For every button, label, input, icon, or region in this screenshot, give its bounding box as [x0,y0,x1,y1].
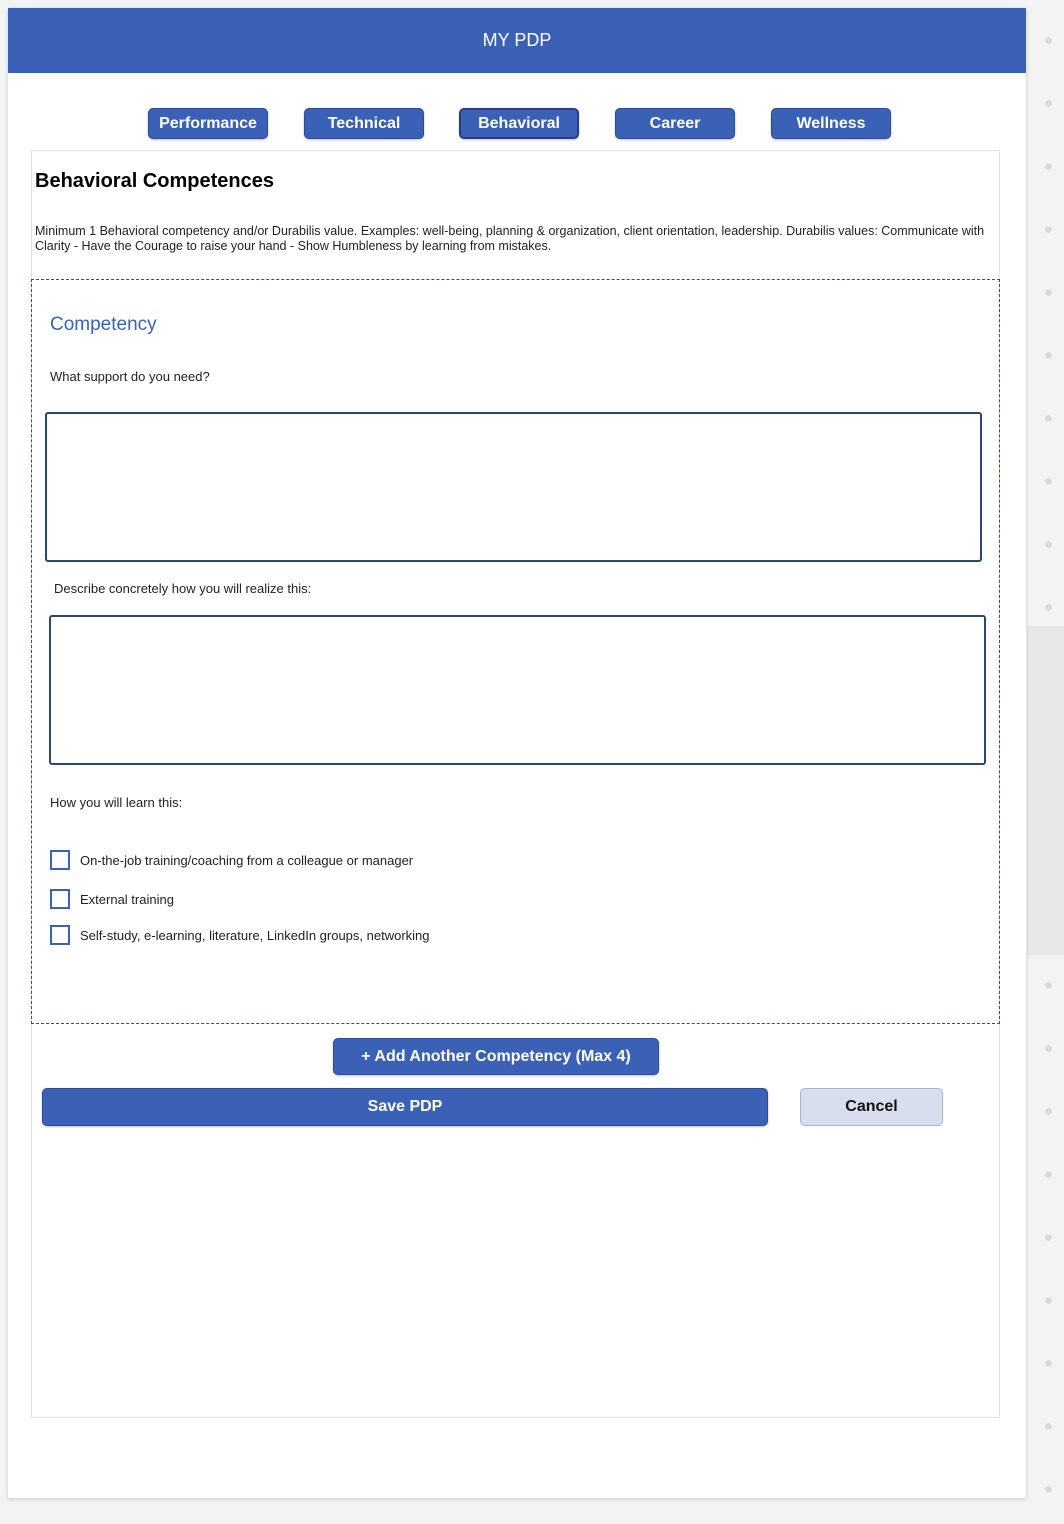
learn-option-on-the-job[interactable] [50,850,413,870]
support-label: What support do you need? [50,369,210,384]
learn-label: How you will learn this: [50,795,183,810]
tab-performance[interactable]: Performance [148,108,268,139]
learn-option-self-study[interactable] [50,925,430,945]
checkbox[interactable] [50,925,70,945]
realize-label: Describe concretely how you will realize this: [54,581,312,596]
tab-career[interactable]: Career [615,108,735,139]
app-title: MY PDP [482,30,552,50]
checkbox[interactable] [50,889,70,909]
realize-textarea[interactable] [49,615,986,765]
save-pdp-button[interactable]: Save PDP [42,1088,768,1126]
learn-option-label: On-the-job training/coaching from a colleague or manager [80,852,414,868]
tab-technical[interactable]: Technical [304,108,424,139]
competency-title: Competency [50,314,157,335]
checkbox[interactable] [50,850,70,870]
canvas-side-strip [1027,626,1064,955]
learn-option-label: Self-study, e-learning, literature, LinkedIn groups, networking [80,927,430,943]
app-header [8,8,1026,73]
learn-option-label: External training [80,891,174,907]
cancel-button[interactable]: Cancel [800,1088,943,1126]
tab-wellness[interactable]: Wellness [771,108,891,139]
learn-option-external-training[interactable] [50,889,174,909]
app-frame [8,8,1026,1498]
section-description: Minimum 1 Behavioral competency and/or Durabilis value. Examples: well-being, planning & organization, client orientation, leadership. Durabilis values: Communicate with Clarity - Have the Courage to raise your hand - Show Humbleness by learning from mistakes. [35,224,985,253]
tab-behavioral[interactable]: Behavioral [459,108,579,139]
section-title: Behavioral Competences [35,170,274,192]
support-textarea[interactable] [45,412,982,562]
add-competency-button[interactable]: + Add Another Competency (Max 4) [333,1038,659,1075]
